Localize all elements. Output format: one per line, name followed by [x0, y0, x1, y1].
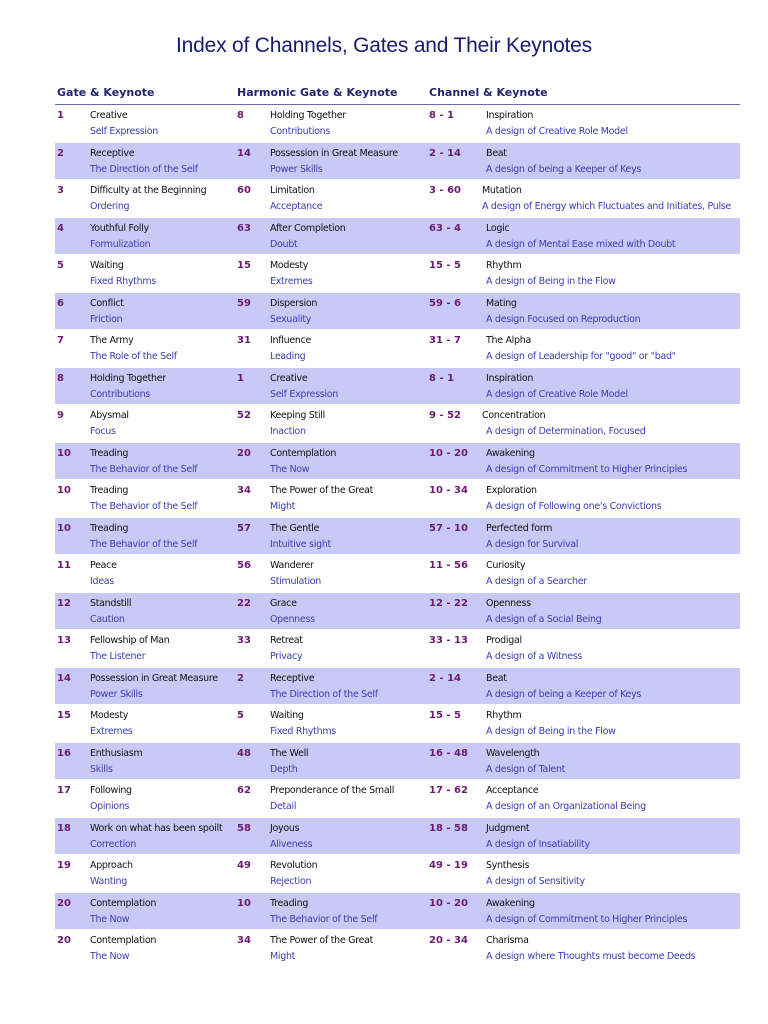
channel-keynote: A design of Creative Role Model — [486, 388, 628, 400]
gate-number: 9 — [57, 410, 64, 421]
page-title: Index of Channels, Gates and Their Keynotes — [176, 34, 592, 57]
gate-keynote: The Behavior of the Self — [90, 463, 198, 475]
table-row — [55, 855, 740, 893]
channel-name: Prodigal — [486, 635, 522, 646]
gate-keynote: Power Skills — [90, 688, 143, 700]
gate-number: 1 — [57, 110, 64, 121]
channel-keynote: A design of Talent — [486, 763, 566, 775]
channel-keynote: A design of being a Keeper of Keys — [486, 163, 642, 175]
harmonic-gate-keynote: Doubt — [270, 238, 298, 250]
gate-keynote: Ordering — [90, 201, 130, 212]
gate-number: 10 — [57, 522, 71, 534]
gate-number: 4 — [57, 222, 64, 234]
harmonic-gate-number: 58 — [237, 822, 251, 834]
gate-name: Approach — [90, 860, 133, 871]
gate-number: 3 — [57, 185, 64, 196]
channel-name: Awakening — [486, 897, 535, 909]
gate-name: Standstill — [90, 597, 132, 609]
channel-number: 3 - 60 — [429, 185, 461, 196]
harmonic-gate-number: 60 — [237, 185, 251, 196]
table-row — [55, 818, 740, 856]
channel-name: Charisma — [486, 935, 529, 946]
channel-name: Acceptance — [486, 785, 539, 796]
gate-keynote: Correction — [90, 838, 137, 850]
table-row — [55, 330, 740, 368]
channel-name: Mating — [486, 297, 517, 309]
harmonic-gate-number: 5 — [237, 710, 244, 721]
harmonic-gate-keynote: Power Skills — [270, 163, 323, 175]
channel-number: 9 - 52 — [429, 410, 461, 421]
channel-number: 49 - 19 — [429, 860, 468, 871]
harmonic-gate-number: 62 — [237, 785, 251, 796]
harmonic-gate-name: Possession in Great Measure — [270, 147, 398, 159]
gate-keynote: The Behavior of the Self — [90, 538, 198, 550]
channel-keynote: A design of Determination, Focused — [486, 426, 646, 437]
channel-number: 59 - 6 — [429, 297, 461, 309]
channel-name: Beat — [486, 672, 507, 684]
gate-number: 5 — [57, 260, 64, 271]
gate-name: Creative — [90, 110, 128, 121]
harmonic-gate-name: Preponderance of the Small — [270, 785, 395, 796]
harmonic-gate-number: 8 — [237, 110, 244, 121]
harmonic-gate-number: 63 — [237, 222, 251, 234]
table-row — [55, 368, 740, 406]
gate-name: Abysmal — [90, 410, 129, 421]
harmonic-gate-name: Creative — [270, 372, 308, 384]
gate-name: Work on what has been spoilt — [90, 822, 223, 834]
gate-name: Following — [90, 785, 132, 796]
harmonic-gate-keynote: The Behavior of the Self — [270, 913, 378, 925]
harmonic-gate-name: Grace — [270, 597, 297, 609]
header-harmonic: Harmonic Gate & Keynote — [237, 86, 398, 99]
gate-name: Receptive — [90, 147, 135, 159]
harmonic-gate-keynote: Intuitive sight — [270, 538, 331, 550]
table-row — [55, 105, 740, 143]
channel-keynote: A design for Survival — [486, 538, 579, 550]
gate-number: 16 — [57, 747, 71, 759]
harmonic-gate-name: Holding Together — [270, 110, 346, 121]
table-row — [55, 143, 740, 181]
harmonic-gate-number: 48 — [237, 747, 251, 759]
channel-number: 31 - 7 — [429, 335, 461, 346]
table-row — [55, 255, 740, 293]
gate-keynote: Self Expression — [90, 126, 158, 137]
harmonic-gate-name: After Completion — [270, 222, 346, 234]
gate-name: Holding Together — [90, 372, 166, 384]
harmonic-gate-name: Receptive — [270, 672, 315, 684]
table-row — [55, 293, 740, 331]
gate-keynote: Focus — [90, 426, 116, 437]
harmonic-gate-keynote: Fixed Rhythms — [270, 726, 336, 737]
harmonic-gate-name: Influence — [270, 335, 312, 346]
gate-name: Modesty — [90, 710, 129, 721]
gate-number: 17 — [57, 785, 71, 796]
gate-number: 20 — [57, 897, 71, 909]
gate-number: 10 — [57, 485, 71, 496]
keynote-table — [55, 105, 740, 968]
harmonic-gate-name: The Power of the Great — [270, 935, 374, 946]
channel-number: 8 - 1 — [429, 110, 455, 121]
gate-number: 8 — [57, 372, 64, 384]
gate-name: Difficulty at the Beginning — [90, 185, 207, 196]
channel-name: Concentration — [482, 410, 546, 421]
gate-keynote: The Listener — [90, 651, 146, 662]
channel-number: 33 - 13 — [429, 635, 468, 646]
gate-keynote: Ideas — [90, 576, 114, 587]
table-row — [55, 743, 740, 781]
gate-keynote: The Now — [90, 951, 130, 962]
table-row — [55, 593, 740, 631]
harmonic-gate-keynote: Might — [270, 501, 296, 512]
gate-number: 20 — [57, 935, 71, 946]
harmonic-gate-number: 57 — [237, 522, 251, 534]
gate-keynote: The Now — [90, 913, 130, 925]
harmonic-gate-number: 59 — [237, 297, 251, 309]
harmonic-gate-name: Limitation — [270, 185, 315, 196]
table-row — [55, 518, 740, 556]
harmonic-gate-keynote: Openness — [270, 613, 315, 625]
harmonic-gate-number: 20 — [237, 447, 251, 459]
channel-keynote: A design of Commitment to Higher Principles — [486, 463, 688, 475]
gate-keynote: Caution — [90, 613, 125, 625]
harmonic-gate-name: Modesty — [270, 260, 309, 271]
gate-keynote: Opinions — [90, 801, 130, 812]
channel-name: Inspiration — [486, 110, 534, 121]
gate-number: 6 — [57, 297, 64, 309]
channel-keynote: A design of Being in the Flow — [486, 726, 616, 737]
channel-name: Perfected form — [486, 522, 553, 534]
channel-number: 10 - 34 — [429, 485, 468, 496]
harmonic-gate-keynote: Rejection — [270, 876, 312, 887]
gate-number: 14 — [57, 672, 71, 684]
gate-name: Treading — [90, 447, 129, 459]
gate-name: Enthusiasm — [90, 747, 143, 759]
channel-name: Logic — [486, 222, 510, 234]
table-row — [55, 443, 740, 481]
table-row — [55, 405, 740, 443]
gate-keynote: Friction — [90, 313, 123, 325]
harmonic-gate-keynote: Self Expression — [270, 388, 338, 400]
harmonic-gate-name: Joyous — [270, 822, 300, 834]
channel-keynote: A design of a Witness — [486, 651, 583, 662]
header-gate: Gate & Keynote — [57, 86, 155, 99]
gate-name: Treading — [90, 522, 129, 534]
gate-number: 18 — [57, 822, 71, 834]
channel-keynote: A design of a Social Being — [486, 613, 602, 625]
harmonic-gate-name: The Well — [270, 747, 309, 759]
harmonic-gate-keynote: Might — [270, 951, 296, 962]
harmonic-gate-number: 33 — [237, 635, 251, 646]
table-row — [55, 630, 740, 668]
channel-keynote: A design of Mental Ease mixed with Doubt — [486, 238, 676, 250]
gate-name: Fellowship of Man — [90, 635, 170, 646]
gate-name: Youthful Folly — [90, 222, 149, 234]
gate-keynote: The Behavior of the Self — [90, 501, 198, 512]
gate-keynote: Skills — [90, 763, 113, 775]
channel-keynote: A design of Sensitivity — [486, 876, 585, 887]
channel-keynote: A design of Following one's Convictions — [486, 501, 662, 512]
channel-keynote: A design of a Searcher — [486, 576, 587, 587]
harmonic-gate-keynote: The Direction of the Self — [270, 688, 378, 700]
table-row — [55, 893, 740, 931]
harmonic-gate-name: Dispersion — [270, 297, 318, 309]
harmonic-gate-keynote: Inaction — [270, 426, 306, 437]
harmonic-gate-number: 49 — [237, 860, 251, 871]
gate-keynote: Fixed Rhythms — [90, 276, 156, 287]
channel-keynote: A design of Leadership for "good" or "bad" — [486, 351, 676, 362]
harmonic-gate-number: 52 — [237, 410, 251, 421]
gate-name: Conflict — [90, 297, 124, 309]
harmonic-gate-name: Treading — [270, 897, 309, 909]
harmonic-gate-keynote: Leading — [270, 351, 306, 362]
harmonic-gate-keynote: Sexuality — [270, 313, 312, 325]
gate-keynote: Contributions — [90, 388, 151, 400]
harmonic-gate-name: Revolution — [270, 860, 318, 871]
channel-number: 10 - 20 — [429, 897, 468, 909]
gate-name: Treading — [90, 485, 129, 496]
table-row — [55, 780, 740, 818]
harmonic-gate-name: Wanderer — [270, 560, 314, 571]
channel-name: Synthesis — [486, 860, 530, 871]
channel-name: Wavelength — [486, 747, 540, 759]
gate-keynote: Extremes — [90, 726, 133, 737]
gate-keynote: The Direction of the Self — [90, 163, 198, 175]
channel-name: Awakening — [486, 447, 535, 459]
harmonic-gate-name: Contemplation — [270, 447, 337, 459]
harmonic-gate-number: 2 — [237, 672, 244, 684]
channel-number: 18 - 58 — [429, 822, 468, 834]
harmonic-gate-number: 14 — [237, 147, 251, 159]
gate-name: Waiting — [90, 260, 124, 271]
table-row — [55, 218, 740, 256]
channel-number: 17 - 62 — [429, 785, 468, 796]
gate-number: 11 — [57, 560, 71, 571]
harmonic-gate-number: 22 — [237, 597, 251, 609]
harmonic-gate-number: 56 — [237, 560, 251, 571]
channel-number: 11 - 56 — [429, 560, 468, 571]
channel-number: 12 - 22 — [429, 597, 468, 609]
gate-keynote: Wanting — [90, 876, 127, 887]
channel-number: 57 - 10 — [429, 522, 468, 534]
harmonic-gate-name: Keeping Still — [270, 410, 325, 421]
harmonic-gate-keynote: The Now — [270, 463, 310, 475]
table-row — [55, 555, 740, 593]
harmonic-gate-number: 1 — [237, 372, 244, 384]
channel-keynote: A design of Commitment to Higher Principles — [486, 913, 688, 925]
channel-name: Beat — [486, 147, 507, 159]
harmonic-gate-keynote: Stimulation — [270, 576, 322, 587]
gate-number: 13 — [57, 635, 71, 646]
gate-name: Possession in Great Measure — [90, 672, 218, 684]
gate-name: Contemplation — [90, 935, 157, 946]
channel-name: Exploration — [486, 485, 537, 496]
channel-name: Rhythm — [486, 710, 522, 721]
channel-number: 8 - 1 — [429, 372, 455, 384]
channel-number: 2 - 14 — [429, 147, 461, 159]
channel-number: 15 - 5 — [429, 710, 461, 721]
gate-name: Contemplation — [90, 897, 157, 909]
channel-keynote: A design of Being in the Flow — [486, 276, 616, 287]
harmonic-gate-name: The Gentle — [270, 522, 320, 534]
harmonic-gate-keynote: Detail — [270, 801, 297, 812]
harmonic-gate-keynote: Privacy — [270, 651, 303, 662]
harmonic-gate-name: Waiting — [270, 710, 304, 721]
table-row — [55, 668, 740, 706]
channel-name: Rhythm — [486, 260, 522, 271]
table-row — [55, 480, 740, 518]
gate-number: 2 — [57, 147, 64, 159]
gate-keynote: Formulization — [90, 238, 151, 250]
gate-name: The Army — [90, 335, 134, 346]
harmonic-gate-keynote: Extremes — [270, 276, 313, 287]
channel-keynote: A design of Insatiability — [486, 838, 590, 850]
harmonic-gate-keynote: Acceptance — [270, 201, 323, 212]
harmonic-gate-name: Retreat — [270, 635, 303, 646]
table-header — [55, 86, 740, 105]
harmonic-gate-keynote: Contributions — [270, 126, 331, 137]
table-row — [55, 930, 740, 968]
harmonic-gate-number: 34 — [237, 485, 251, 496]
harmonic-gate-number: 15 — [237, 260, 251, 271]
channel-name: Curiosity — [486, 560, 526, 571]
harmonic-gate-number: 10 — [237, 897, 251, 909]
channel-name: The Alpha — [486, 335, 531, 346]
gate-keynote: The Role of the Self — [90, 351, 177, 362]
gate-number: 12 — [57, 597, 71, 609]
channel-number: 63 - 4 — [429, 222, 461, 234]
channel-number: 16 - 48 — [429, 747, 468, 759]
harmonic-gate-keynote: Depth — [270, 763, 298, 775]
harmonic-gate-number: 31 — [237, 335, 251, 346]
channel-number: 2 - 14 — [429, 672, 461, 684]
channel-name: Mutation — [482, 185, 522, 196]
channel-number: 10 - 20 — [429, 447, 468, 459]
channel-number: 20 - 34 — [429, 935, 468, 946]
harmonic-gate-keynote: Aliveness — [270, 838, 313, 850]
channel-keynote: A design Focused on Reproduction — [486, 313, 641, 325]
gate-number: 10 — [57, 447, 71, 459]
channel-keynote: A design where Thoughts must become Deeds — [486, 951, 696, 962]
harmonic-gate-number: 34 — [237, 935, 251, 946]
gate-name: Peace — [90, 560, 117, 571]
table-row — [55, 180, 740, 218]
channel-keynote: A design of Creative Role Model — [486, 126, 628, 137]
channel-name: Openness — [486, 597, 531, 609]
channel-keynote: A design of an Organizational Being — [486, 801, 646, 812]
gate-number: 7 — [57, 335, 64, 346]
channel-number: 15 - 5 — [429, 260, 461, 271]
channel-keynote: A design of being a Keeper of Keys — [486, 688, 642, 700]
gate-number: 15 — [57, 710, 71, 721]
channel-name: Judgment — [486, 822, 530, 834]
harmonic-gate-name: The Power of the Great — [270, 485, 374, 496]
channel-name: Inspiration — [486, 372, 534, 384]
header-channel: Channel & Keynote — [429, 86, 548, 99]
channel-keynote: A design of Energy which Fluctuates and Initiates, Pulse — [482, 201, 731, 212]
table-row — [55, 705, 740, 743]
gate-number: 19 — [57, 860, 71, 871]
